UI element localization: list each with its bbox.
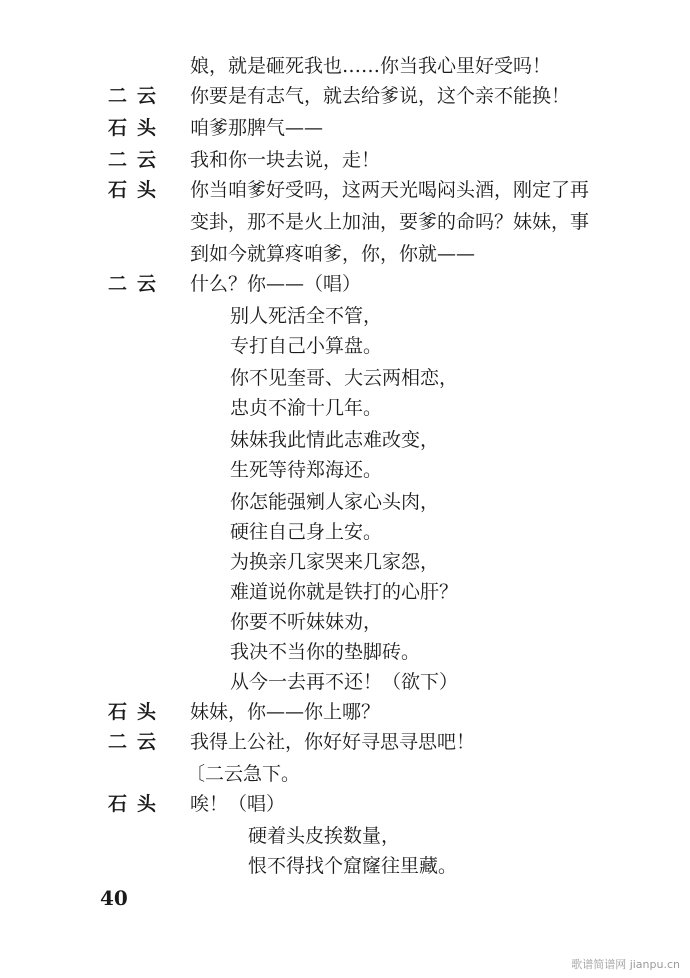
page-number: 40 bbox=[100, 886, 128, 910]
song-verse: 恨不得找个窟窿往里藏。 bbox=[248, 855, 458, 877]
dialogue-text: 你当咱爹好受吗，这两天光喝闷头酒，刚定了再 bbox=[190, 179, 590, 201]
dialogue-text: 我和你一块去说，走！ bbox=[190, 149, 381, 171]
dialogue-line bbox=[0, 110, 690, 146]
dialogue-line bbox=[0, 266, 690, 302]
dialogue-line bbox=[0, 172, 690, 208]
song-verse: 生死等待郑海还。 bbox=[230, 459, 383, 481]
dialogue-line bbox=[0, 786, 690, 822]
dialogue-line bbox=[0, 724, 690, 760]
dialogue-text: 我得上公社，你好好寻思寻思吧！ bbox=[190, 731, 476, 753]
site-watermark: 歌谱简谱网 jianpu.cn bbox=[571, 958, 680, 971]
stage-direction: 〔二云急下。 bbox=[186, 763, 301, 785]
song-verse: 你怎能强剜人家心头肉， bbox=[230, 491, 440, 513]
song-verse: 忠贞不渝十几年。 bbox=[230, 397, 383, 419]
speaker-name: 二云 bbox=[108, 85, 167, 107]
dialogue-text: 什么？你——（唱） bbox=[190, 273, 362, 295]
song-verse: 妹妹我此情此志难改变， bbox=[230, 429, 440, 451]
dialogue-text: 到如今就算疼咱爹，你，你就—— bbox=[190, 243, 476, 265]
dialogue-line bbox=[0, 78, 690, 114]
song-verse: 专打自己小算盘。 bbox=[230, 335, 383, 357]
song-verse: 硬往自己身上安。 bbox=[230, 521, 383, 543]
song-verse: 为换亲几家哭来几家怨， bbox=[230, 551, 440, 573]
speaker-name: 二云 bbox=[108, 273, 167, 295]
song-verse: 别人死活全不管， bbox=[230, 305, 383, 327]
song-verse: 你要不听妹妹劝， bbox=[230, 611, 383, 633]
dialogue-text: 妹妹，你——你上哪？ bbox=[190, 701, 381, 723]
song-verse: 我决不当你的垫脚砖。 bbox=[230, 641, 421, 663]
song-verse: 难道说你就是铁打的心肝？ bbox=[230, 581, 459, 603]
dialogue-line bbox=[0, 204, 690, 240]
song-verse: 你不见奎哥、大云两相恋， bbox=[230, 367, 459, 389]
song-verse: 硬着头皮挨数量， bbox=[248, 825, 401, 847]
dialogue-text: 唉！（唱） bbox=[190, 793, 286, 815]
dialogue-text: 娘，就是砸死我也……你当我心里好受吗！ bbox=[190, 55, 552, 77]
speaker-name: 石头 bbox=[108, 793, 167, 815]
song-verse: 从今一去再不还！（欲下） bbox=[230, 671, 459, 693]
speaker-name: 二云 bbox=[108, 149, 167, 171]
dialogue-text: 变卦，那不是火上加油，要爹的命吗？妹妹，事 bbox=[190, 211, 590, 233]
dialogue-text: 咱爹那脾气—— bbox=[190, 117, 324, 139]
dialogue-text: 你要是有志气，就去给爹说，这个亲不能换！ bbox=[190, 85, 571, 107]
speaker-name: 石头 bbox=[108, 117, 167, 139]
speaker-name: 石头 bbox=[108, 701, 167, 723]
speaker-name: 石头 bbox=[108, 179, 167, 201]
speaker-name: 二云 bbox=[108, 731, 167, 753]
